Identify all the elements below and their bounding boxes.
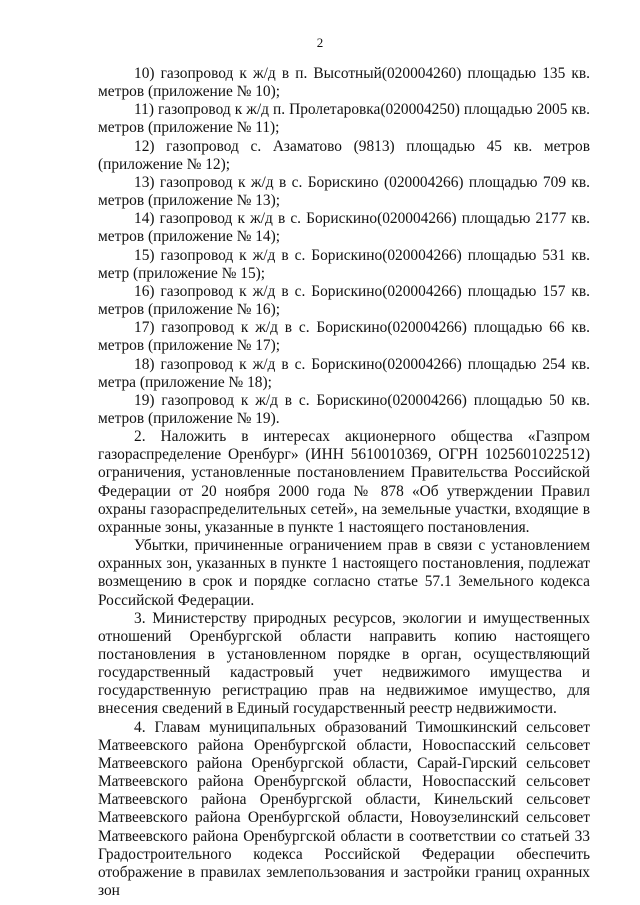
paragraph-clause-3: 3. Министерству природных ресурсов, экологии и имущественных отношений Оренбургской области направить копию настоящего постановления в установленном порядке в орган, осуществляющий государственный кадастровый учет недвижимого имущества и государственную регистрацию прав на недвижимое имущество, для внесения сведений в Единый государственный реестр недвижимости. [98,609,590,718]
list-item: 14) газопровод к ж/д в с. Борискино(020004266) площадью 2177 кв. метров (приложение № 14); [98,210,590,246]
list-item: 10) газопровод к ж/д в п. Высотный(020004260) площадью 135 кв. метров (приложение № 10); [98,65,590,101]
list-item: 16) газопровод к ж/д в с. Борискино(020004266) площадью 157 кв. метров (приложение № 16); [98,282,590,319]
page-number: 2 [316,35,324,50]
document-body [98,65,590,900]
list-item: 19) газопровод к ж/д в с. Борискино(020004266) площадью 50 кв. метров (приложение № 19). [98,391,590,427]
list-item: 17) газопровод к ж/д в с. Борискино(020004266) площадью 66 кв. метров (приложение № 17); [98,319,590,355]
list-item: 12) газопровод с. Азаматово (9813) площадью 45 кв. метров (приложение № 12); [98,137,590,173]
list-item: 11) газопровод к ж/д п. Пролетаровка(020004250) площадью 2005 кв. метров (приложение № 11); [98,101,590,137]
paragraph-losses: Убытки, причиненные ограничением прав в связи с установлением охранных зон, указанных в пункте 1 настоящего постановления, подлежат возмещению в срок и порядке согласно статье 57.1 Земельного кодекса Российской Федерации. [98,537,590,609]
paragraph-clause-2: 2. Наложить в интересах акционерного общества «Газпром газораспределение Оренбург» (ИНН 5610010369, ОГРН 1025601022512) ограничения, установленные постановлением Правительства Российской Федерации от 20 ноября 2000 года № 878 «Об утверждении Правил охраны газораспределительных сетей», на земельные участки, входящие в охранные зоны, указанные в пункте 1 настоящего постановления. [98,428,590,536]
list-item: 13) газопровод к ж/д в с. Борискино (020004266) площадью 709 кв. метров (приложение № 13); [98,173,590,210]
list-item: 18) газопровод к ж/д в с. Борискино(020004266) площадью 254 кв. метра (приложение № 18); [98,355,590,391]
list-item: 15) газопровод к ж/д в с. Борискино(020004266) площадью 531 кв. метр (приложение № 15); [98,246,590,282]
paragraph-clause-4: 4. Главам муниципальных образований Тимошкинский сельсовет Матвеевского района Оренбургской области, Новоспасский сельсовет Матвеевского района Оренбургской области, Сарай-Гирский сельсовет Матвеевского района Оренбургской области, Новоспасский сельсовет Матвеевского района Оренбургской области, Кинельский сельсовет Матвеевского района Оренбургской области, Новоузелинский сельсовет Матвеевского района Оренбургской области в соответствии со статьей 33 Градостроительного кодекса Российской Федерации обеспечить отображение в правилах землепользования и застройки границ охранных зон [98,718,590,900]
